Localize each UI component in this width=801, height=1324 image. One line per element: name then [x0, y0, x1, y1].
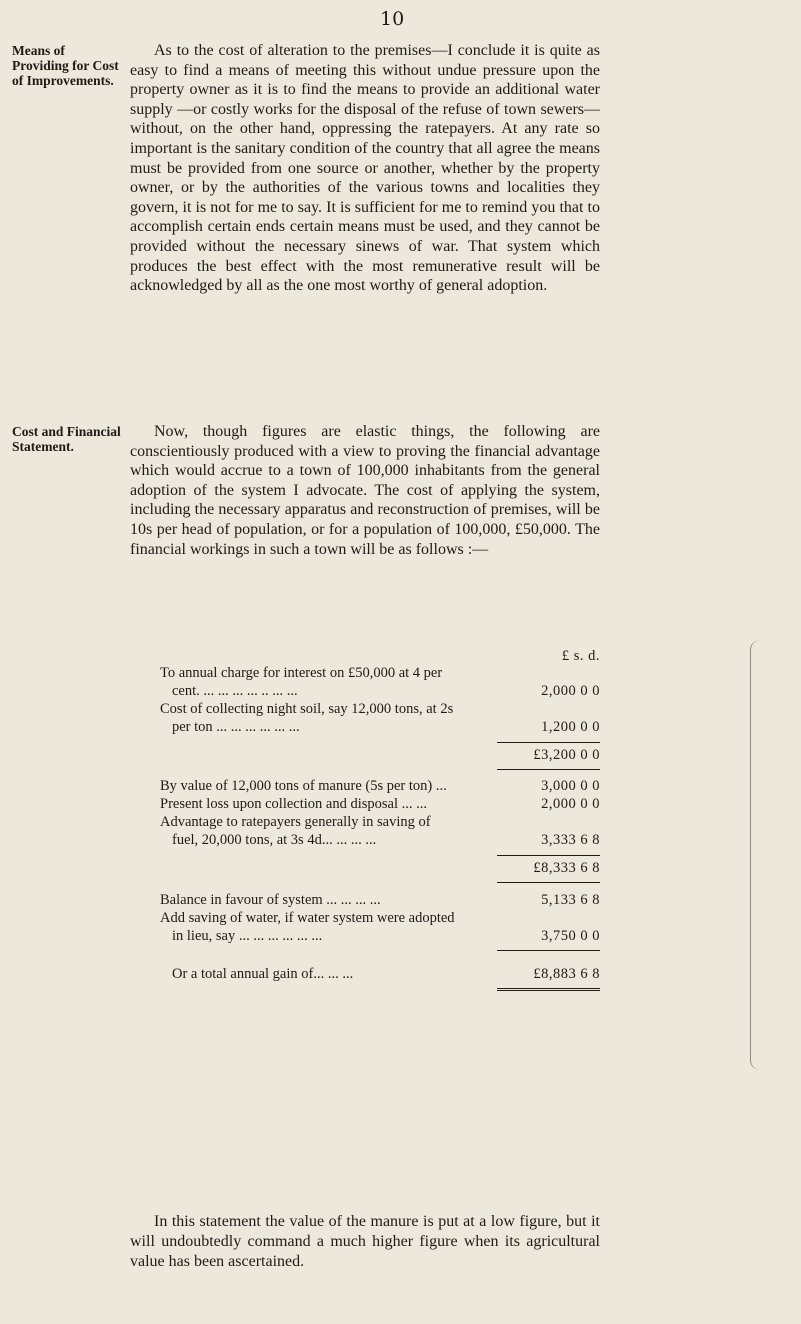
row-description: Or a total annual gain of... ... ...	[172, 966, 354, 982]
page-number: 10	[380, 8, 405, 30]
row-description: Cost of collecting night soil, say 12,000 tons, at 2s	[160, 701, 454, 717]
table-row	[160, 778, 600, 796]
subtotal-rule	[497, 742, 600, 743]
row-description: Balance in favour of system ... ... ... ...	[160, 892, 381, 908]
table-row	[160, 814, 600, 832]
row-description: fuel, 20,000 tons, at 3s 4d... ... ... ...	[172, 832, 377, 848]
table-row-subtotal	[160, 747, 600, 765]
row-amount: 3,000 0 0	[541, 778, 600, 794]
margin-note-means: Means of Providing for Cost of Improvements.	[12, 43, 119, 88]
table-row	[160, 796, 600, 814]
table-row	[160, 665, 600, 683]
closing-paragraph: In this statement the value of the manure is put at a low figure, but it will undoubtedly command a much higher figure when its agricultural value has been ascertained.	[130, 1213, 600, 1270]
table-header	[160, 648, 600, 666]
table-row	[160, 683, 600, 701]
margin-note-cost: Cost and Financial Statement.	[12, 424, 121, 454]
row-description: Add saving of water, if water system were adopted	[160, 910, 455, 926]
table-row	[160, 928, 600, 946]
paragraph-cost: Now, though figures are elastic things, the following are conscientiously produced with a view to proving the financial advantage which would accrue to a town of 100,000 inhabitants from the general adoption of the system I advocate. The cost of applying the system, including the necessary apparatus and reconstruction of premises, will be 10s per head of population, or for a population of 100,000, £50,000. The financial workings in such a town will be as follows :—	[130, 423, 600, 558]
row-description: To annual charge for interest on £50,000 at 4 per	[160, 665, 443, 681]
row-amount: 3,750 0 0	[541, 928, 600, 944]
total-rule	[497, 988, 600, 991]
table-row	[160, 701, 600, 719]
row-amount: 2,000 0 0	[541, 796, 600, 812]
row-amount: 1,200 0 0	[541, 719, 600, 735]
table-row-total	[160, 966, 600, 984]
row-description: Advantage to ratepayers generally in saving of	[160, 814, 431, 830]
row-description: in lieu, say ... ... ... ... ... ...	[172, 928, 323, 944]
table-row	[160, 719, 600, 737]
subtotal-rule	[497, 855, 600, 856]
table-row-subtotal	[160, 860, 600, 878]
subtotal-rule	[497, 769, 600, 770]
row-description: By value of 12,000 tons of manure (5s per ton) ...	[160, 778, 447, 794]
row-amount: £8,883 6 8	[533, 966, 600, 982]
row-amount: £8,333 6 8	[533, 860, 600, 876]
row-description: per ton ... ... ... ... ... ...	[172, 719, 300, 735]
total-rule	[497, 950, 600, 951]
row-amount: 2,000 0 0	[541, 683, 600, 699]
row-amount: 5,133 6 8	[541, 892, 600, 908]
row-description: cent. ... ... ... ... .. ... ...	[172, 683, 298, 699]
subtotal-rule	[497, 882, 600, 883]
currency-header: £ s. d.	[561, 648, 600, 664]
margin-bracket-mark	[750, 640, 781, 1070]
row-amount: £3,200 0 0	[533, 747, 600, 763]
paragraph-means: As to the cost of alteration to the premises—I conclude it is quite as easy to find a means of meeting this without undue pressure upon the property owner as it is to find the means to provide an additional water supply —or costly works for the disposal of the refuse of town sewers—without, on the other hand, oppressing the ratepayers. At any rate so important is the sanitary condition of the country that all agree the means must be provided from one source or another, whether by the property owner, or by the authorities of the various towns and localities they govern, it is not for me to say. It is sufficient for me to remind you that to accomplish certain ends certain means must be used, and they cannot be provided without the necessary sinews of war. That system which produces the best effect with the most remunerative result will be acknowledged by all as the one most worthy of general adoption.	[130, 42, 600, 295]
table-row	[160, 910, 600, 928]
table-row	[160, 892, 600, 910]
table-row	[160, 832, 600, 850]
row-amount: 3,333 6 8	[541, 832, 600, 848]
row-description: Present loss upon collection and disposal ... ...	[160, 796, 428, 812]
